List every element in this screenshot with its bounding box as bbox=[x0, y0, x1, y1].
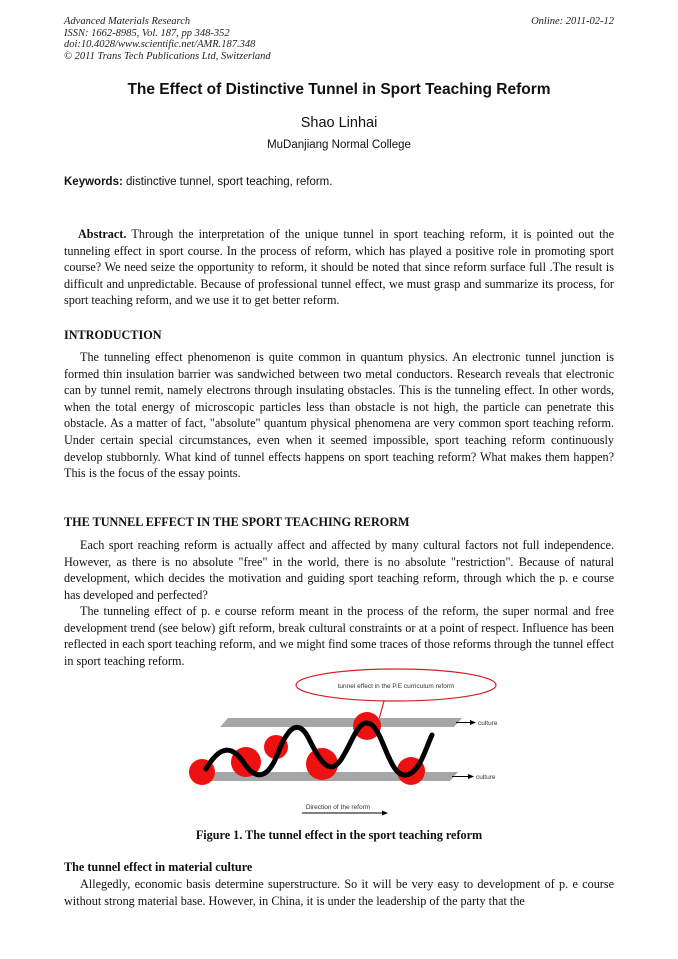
doi-line: doi:10.4028/www.scientific.net/AMR.187.348 bbox=[64, 39, 256, 51]
figure-caption: Figure 1. The tunnel effect in the sport teaching reform bbox=[195, 828, 483, 842]
top-arrow-head bbox=[470, 720, 476, 725]
tunnel-effect-figure bbox=[186, 665, 506, 825]
culture-top-label: culture bbox=[478, 720, 498, 727]
journal-name: Advanced Materials Research bbox=[64, 16, 191, 27]
direction-label: Direction of the reform bbox=[305, 804, 371, 811]
online-date: Online: 2011-02-12 bbox=[531, 16, 614, 27]
issn-line: ISSN: 1662-8985, Vol. 187, pp 348-352 bbox=[64, 27, 230, 39]
top-layer-bar bbox=[220, 718, 462, 727]
keywords-line bbox=[64, 176, 332, 188]
bottom-arrow-head bbox=[468, 774, 474, 779]
abstract-paragraph bbox=[64, 226, 614, 309]
callout-label: tunnel effect in the P.E curriculum reform bbox=[337, 683, 455, 690]
material-culture-text: Allegedly, economic basis determine superstructure. So it will be very easy to development of p. e course without strong material base. However, in China, it is under the leadership of the party that the bbox=[64, 877, 614, 908]
abstract-label: Abstract. bbox=[78, 227, 127, 241]
material-culture-paragraph bbox=[64, 876, 614, 909]
direction-arrow-head bbox=[382, 811, 388, 816]
keywords-text: distinctive tunnel, sport teaching, reform. bbox=[126, 176, 333, 188]
tunnel-text-1: Each sport reaching reform is actually affect and affected by many cultural factors not full independence. However, as there is no absolute "free" in the world, there is no absolute "restriction". Because of natural development, which decides the motivation and guiding sport teaching reform, through which the p. e course has developed and perfected? bbox=[64, 538, 614, 602]
tunnel-text-2: The tunneling effect of p. e course reform meant in the process of the reform, the super normal and free development trend (see below) gift reform, break cultural constraints or at a point of respect. Influence has been reflected in each sport teaching reform, and we might find some traces of those reforms through the tunnel effect in sport teaching reform. bbox=[64, 604, 614, 668]
keywords-label: Keywords: bbox=[64, 176, 123, 188]
material-culture-heading: The tunnel effect in material culture bbox=[64, 860, 253, 874]
author-name: Shao Linhai bbox=[300, 115, 378, 131]
affiliation: MuDanjiang Normal College bbox=[267, 139, 411, 151]
culture-bottom-label: culture bbox=[476, 774, 496, 781]
paper-title: The Effect of Distinctive Tunnel in Sport Teaching Reform bbox=[127, 81, 551, 98]
intro-heading: INTRODUCTION bbox=[64, 328, 162, 342]
intro-text: The tunneling effect phenomenon is quite common in quantum physics. An electronic tunnel junction is formed thin insulation barrier was sandwiched between two metal conductors. Research reveals that electronic can by tunnel remit, namely electrons through insulating obstacles. This is the tunneling effect. In other words, when the total energy of microscopic particles less than obstacle is not high, the particle can penetrate this obstacle. As a matter of fact, "absolute" quantum physical phenomena are very common sport teaching reform. Under certain special circumstances, even when it seemed impossible, sport teaching reform continuously develop stubbornly. What kind of tunnel effects happens on sport teaching reform? What makes them happen? This is the focus of the essay points. bbox=[64, 350, 614, 481]
abstract-text: Through the interpretation of the unique tunnel in sport teaching reform, it is pointed out the tunneling effect in sport course. In the process of reform, which has played a positive role in promoting sport course? We need seize the opportunity to reform, it should be noted that since reform surface full .The result is difficult and unpredictable. Because of professional tunnel effect, we must grasp and summarize its process, for sport teaching reform, and we use it to get better reform. bbox=[64, 227, 615, 308]
intro-paragraph bbox=[64, 349, 614, 482]
tunnel-paragraph-1 bbox=[64, 537, 614, 603]
tunnel-heading: THE TUNNEL EFFECT IN THE SPORT TEACHING RERORM bbox=[64, 515, 410, 529]
tunnel-paragraph-2 bbox=[64, 603, 614, 669]
journal-header bbox=[64, 16, 271, 62]
copyright-line: © 2011 Trans Tech Publications Ltd, Switzerland bbox=[64, 50, 271, 62]
